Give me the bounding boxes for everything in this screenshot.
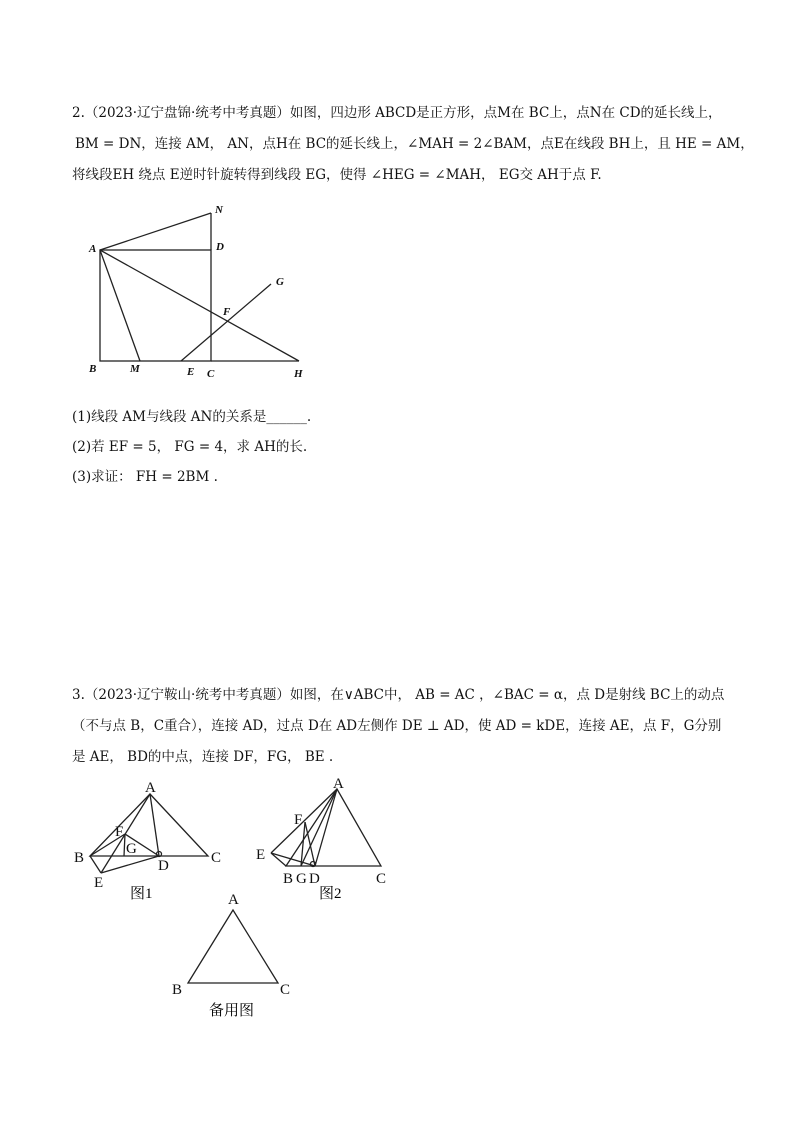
fig2-label-G: G <box>276 276 284 288</box>
fig2-label-C: C <box>207 368 215 380</box>
problem2-question3: (3)求证： FH = 2BM . <box>72 469 218 485</box>
fig2b-label-G: G <box>296 871 307 887</box>
fig1-label-F: F <box>115 824 124 840</box>
fig2b-label-E: E <box>256 847 266 863</box>
fig3-label-B: B <box>172 982 183 998</box>
fig2-label-M: M <box>130 363 140 375</box>
fig2b-label-B: B <box>283 871 294 887</box>
problem2-line1: 2.（2023·辽宁盘锦·统考中考真题）如图，四边形 ABCD是正方形，点M在 BC上，点N在 CD的延长线上， <box>72 105 722 121</box>
fig1-label-E: E <box>94 875 104 891</box>
fig3-caption: 备用图 <box>209 1003 255 1019</box>
fig1-label-C: C <box>211 850 222 866</box>
fig3-label-C: C <box>280 982 291 998</box>
fig1-label-D: D <box>158 858 169 874</box>
fig2b-label-D: D <box>309 871 320 887</box>
problem3-line3: 是 AE， BD的中点，连接 DF，FG， BE . <box>72 749 334 765</box>
problem3-line1: 3.（2023·辽宁鞍山·统考中考真题）如图，在∨ABC中， AB = AC ，∠BAC = α，点 D是射线 BC上的动点 <box>72 687 725 703</box>
fig2-label-H: H <box>294 368 303 380</box>
problem2-question1: (1)线段 AM与线段 AN的关系是______. <box>72 409 312 425</box>
problem2-line3: 将线段EH 绕点 E逆时针旋转得到线段 EG，使得 ∠HEG = ∠MAH， EG交 AH于点 F. <box>72 167 602 183</box>
fig2-label-E: E <box>187 366 195 378</box>
fig2-label-F: F <box>223 306 231 318</box>
problem2-question2: (2)若 EF = 5， FG = 4，求 AH的长. <box>72 439 308 455</box>
problem2-line2: BM = DN，连接 AM， AN，点H在 BC的延长线上，∠MAH = 2∠BAM，点E在线段 BH上，且 HE = AM， <box>75 136 754 152</box>
fig1-label-G: G <box>126 841 137 857</box>
fig2-label-B: B <box>89 363 97 375</box>
fig2-label-N: N <box>215 204 223 216</box>
fig2b-label-A: A <box>333 776 344 792</box>
fig2-label-D: D <box>216 241 224 253</box>
fig2-label-A: A <box>89 243 97 255</box>
fig1-label-B: B <box>74 850 85 866</box>
fig2b-label-F: F <box>294 812 303 828</box>
fig2b-label-C: C <box>376 871 387 887</box>
fig3-label-A: A <box>228 892 239 908</box>
fig1-caption: 图1 <box>130 886 153 902</box>
fig1-label-A: A <box>145 780 156 796</box>
fig2b-caption: 图2 <box>319 886 342 902</box>
problem3-line2: （不与点 B，C重合），连接 AD，过点 D在 AD左侧作 DE ⊥ AD，使 AD = kDE，连接 AE，点 F，G分别 <box>72 718 722 734</box>
